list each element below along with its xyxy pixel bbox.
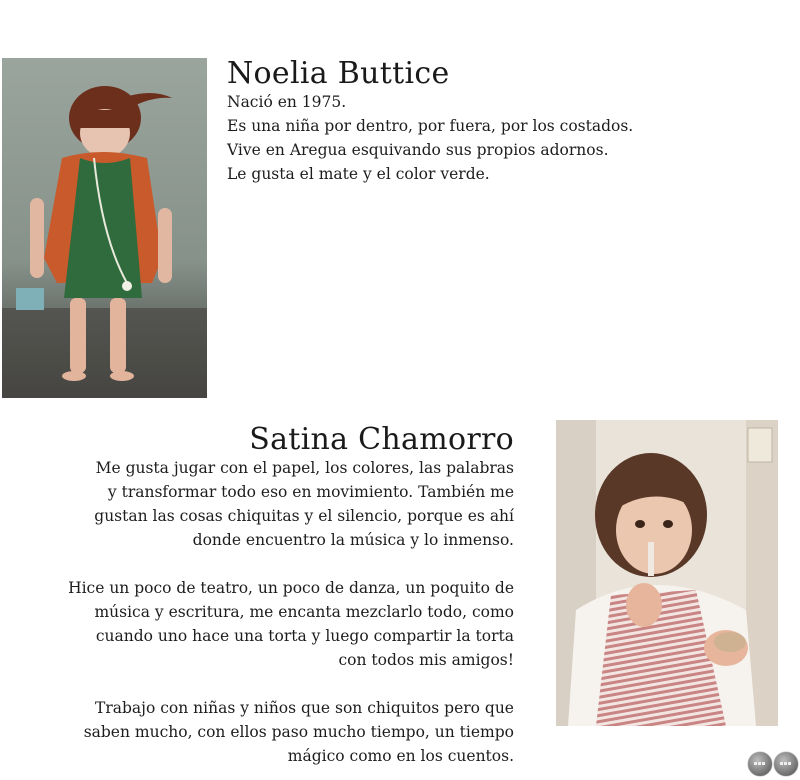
profile-name-satina: Satina Chamorro (249, 422, 514, 457)
navigation-next-icon[interactable] (774, 752, 798, 776)
paragraph-gap (68, 672, 514, 696)
bio-line: Me gusta jugar con el papel, los colores, las palabras (95, 459, 514, 477)
navigation-prev-icon[interactable] (748, 752, 772, 776)
photo-noelia (2, 58, 207, 398)
bio-line: gustan las cosas chiquitas y el silencio, porque es ahí (94, 507, 514, 525)
bio-line: Trabajo con niñas y niños que son chiquitos pero que (95, 699, 514, 717)
bio-line: con todos mis amigos! (338, 651, 514, 669)
profile-bio-satina (68, 456, 514, 768)
bio-line: Hice un poco de teatro, un poco de danza, un poquito de (68, 579, 514, 597)
bio-line: cuando uno hace una torta y luego compartir la torta (95, 627, 514, 645)
paragraph-gap (68, 552, 514, 576)
profile-bio-noelia (227, 90, 633, 186)
bio-line: Vive en Aregua esquivando sus propios adornos. (227, 141, 609, 159)
bio-line: Es una niña por dentro, por fuera, por los costados. (227, 117, 634, 135)
profile-name-noelia: Noelia Buttice (227, 56, 450, 91)
photo-satina-image (556, 420, 778, 726)
bio-line: Le gusta el mate y el color verde. (227, 165, 490, 183)
photo-noelia-image (2, 58, 207, 398)
bio-line: y transformar todo eso en movimiento. También me (107, 483, 514, 501)
bio-line: Nació en 1975. (227, 93, 347, 111)
bio-line: música y escritura, me encanta mezclarlo todo, como (94, 603, 514, 621)
bio-line: mágico como en los cuentos. (287, 747, 514, 765)
bio-line: saben mucho, con ellos paso mucho tiempo, un tiempo (83, 723, 514, 741)
photo-satina (556, 420, 778, 726)
bio-line: donde encuentro la música y lo inmenso. (192, 531, 514, 549)
